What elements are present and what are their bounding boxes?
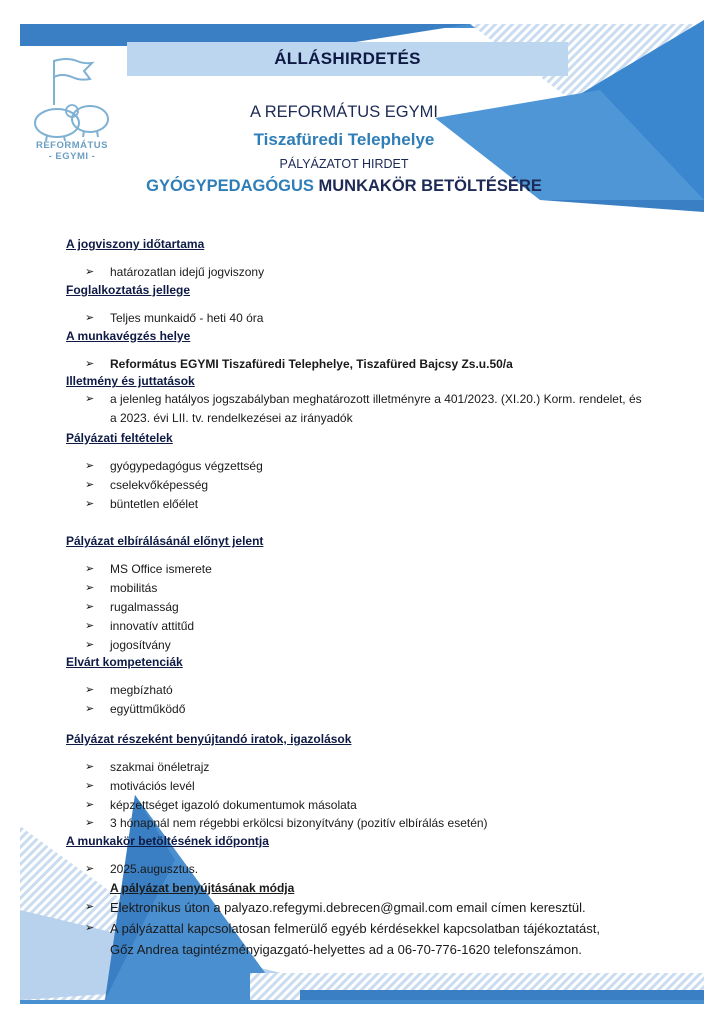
section-title: Pályázat elbírálásánál előnyt jelent [66,534,264,549]
position-suffix: MUNKAKÖR BETÖLTÉSÉRE [318,177,542,195]
section-start-date [66,833,666,879]
position-name: GYÓGYPEDAGÓGUS [146,177,314,195]
arrow-bullet-icon: ➢ [85,311,95,324]
arrow-bullet-icon: ➢ [85,703,95,716]
title-banner [127,42,568,76]
section-title: A munkakör betöltésének időpontja [66,834,269,849]
list-item: ➢ gyógypedagógus végzettség [66,457,666,476]
arrow-bullet-icon: ➢ [85,817,95,830]
arrow-bullet-icon: ➢ [85,582,95,595]
list-item: ➢ mobilitás [66,579,666,598]
arrow-bullet-icon: ➢ [85,638,95,651]
application-subtitle: A pályázat benyújtásának módja [110,880,295,895]
section-title: Elvárt kompetenciák [66,655,183,670]
arrow-bullet-icon: ➢ [85,921,95,934]
section-duration [66,236,666,282]
arrow-bullet-icon: ➢ [85,684,95,697]
list-item: ➢ cselekvőképesség [66,476,666,495]
list-item: ➢ Református EGYMI Tiszafüredi Telephelye, Tiszafüred Bajcsy Zs.u.50/a [66,355,666,374]
section-workplace [66,328,666,374]
arrow-bullet-icon: ➢ [85,497,95,510]
section-requirements [66,430,666,513]
list-item: ➢ a jelenleg hatályos jogszabályban meghatározott illetményre a 401/2023. (XI.20.) Korm. rendelet, és a 2023. évi LII. tv. rendelkezései az irányadók [85,392,642,426]
arrow-bullet-icon: ➢ [85,478,95,491]
position-title [0,177,706,196]
list-item: ➢ innovatív attitűd [66,617,666,636]
list-item: ➢ jogosítvány [66,636,666,655]
section-title: A munkavégzés helye [66,328,191,343]
arrow-bullet-icon: ➢ [85,863,95,876]
list-item: ➢ rugalmasság [66,598,666,617]
page-title: ÁLLÁSHIRDETÉS [274,49,421,68]
list-item: ➢ Elektronikus úton a palyazo.refegymi.debrecen@gmail.com email címen keresztül. [66,897,666,918]
section-title: Pályázati feltételek [66,430,173,445]
section-title: A jogviszony időtartama [66,237,205,251]
list-item: ➢ Teljes munkaidő - heti 40 óra [66,309,666,328]
arrow-bullet-icon: ➢ [85,619,95,632]
section-title: Foglalkoztatás jellege [66,282,191,297]
list-item: ➢ A pályázattal kapcsolatosan felmerülő egyéb kérdésekkel kapcsolatban tájékoztatást, Gőz Andrea tagintézményigazgató-helyettes ad a 06-70-776-1620 telefonszámon. [66,918,666,960]
list-item: ➢ MS Office ismerete [66,560,666,579]
arrow-bullet-icon: ➢ [85,760,95,773]
section-documents [66,731,666,833]
arrow-bullet-icon: ➢ [85,798,95,811]
logo-line-2: - EGYMI - [48,151,96,162]
org-site: Tiszafüredi Telephelye [253,130,435,149]
arrow-bullet-icon: ➢ [85,357,95,370]
arrow-bullet-icon: ➢ [85,266,95,278]
section-advantages [66,533,666,654]
section-application [66,879,666,960]
arrow-bullet-icon: ➢ [85,600,95,613]
list-item: ➢ 2025.augusztus. [66,860,666,879]
section-employment-type [66,282,666,328]
section-title: Pályázat részeként benyújtandó iratok, igazolások [66,731,352,746]
section-title: Illetmény és juttatások [66,374,195,389]
list-item: ➢ határozatlan idejű jogviszony [66,263,666,282]
list-item: ➢ képzettséget igazoló dokumentumok másolata [66,796,666,815]
list-item: ➢ szakmai önéletrajz [66,758,666,777]
arrow-bullet-icon: ➢ [85,900,95,913]
arrow-bullet-icon: ➢ [85,459,95,472]
arrow-bullet-icon: ➢ [85,563,95,576]
section-competencies [66,654,666,719]
announcement-label: PÁLYÁZATOT HIRDET [279,157,409,171]
list-item: ➢ megbízható [66,681,666,700]
posting-content [66,236,666,960]
section-salary [66,373,666,428]
list-item: ➢ 3 hónapnál nem régebbi erkölcsi bizonyítvány (pozitív elbírálás esetén) [66,814,666,833]
arrow-bullet-icon: ➢ [85,779,95,792]
list-item: ➢ motivációs levél [66,777,666,796]
org-name: A REFORMÁTUS EGYMI [250,103,438,121]
list-item: ➢ együttműködő [66,700,666,719]
list-item: ➢ büntetlen előélet [66,495,666,514]
logo-line-1: REFORMÁTUS [35,140,109,151]
arrow-bullet-icon: ➢ [85,393,95,406]
